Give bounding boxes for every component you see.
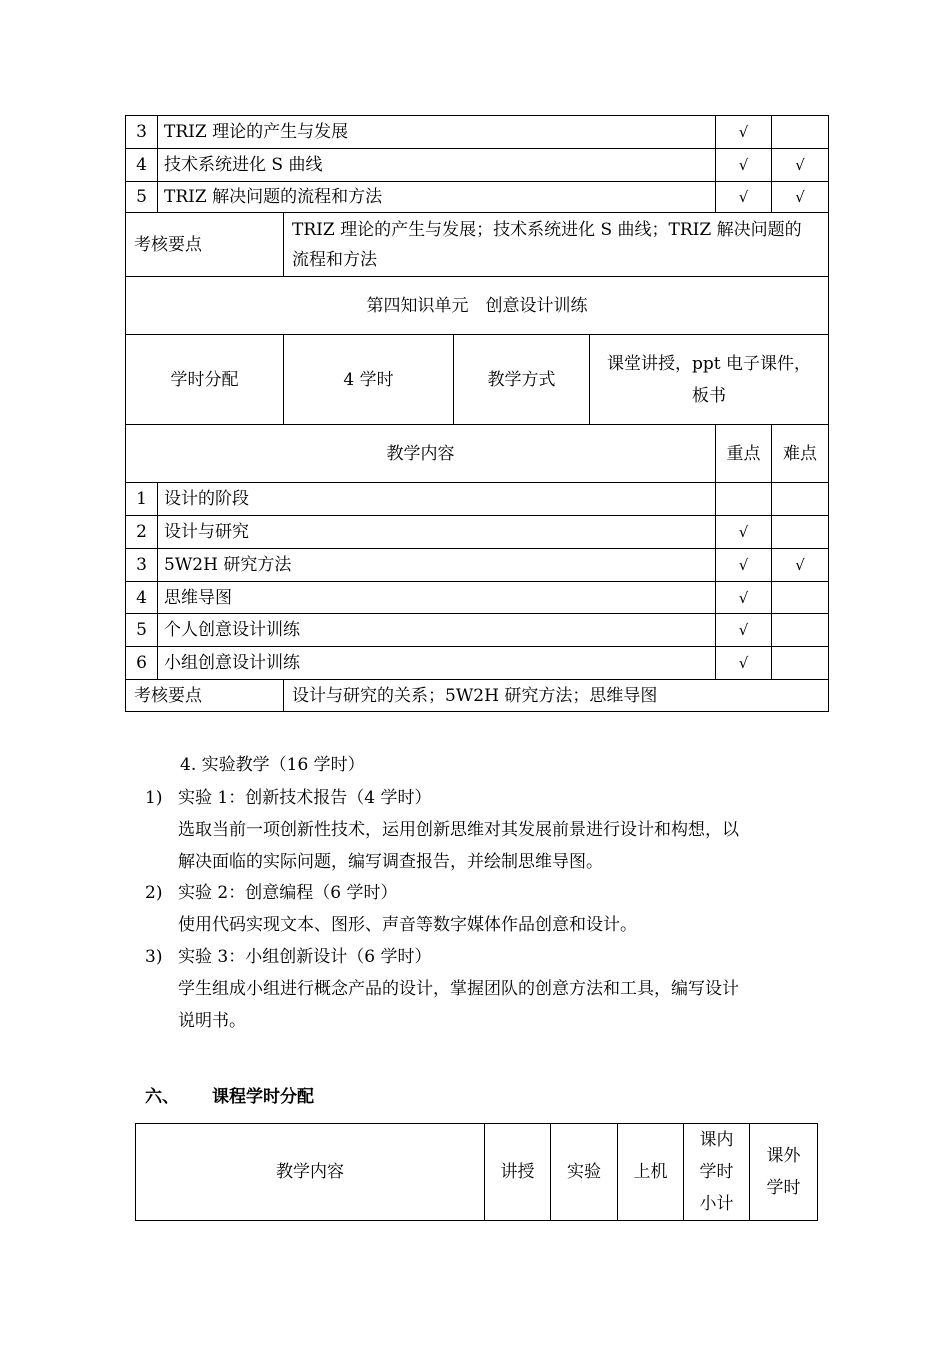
list-index: 2) [145,883,163,903]
row-content: 思维导图 [158,582,716,614]
experiment-title: 实验 1：创新技术报告（4 学时） [178,788,432,808]
hard-mark: √ [772,549,829,582]
list-index: 1) [145,788,163,808]
row-number: 4 [126,582,158,614]
table-row [126,516,829,549]
hours-label: 学时分配 [126,335,284,425]
experiment-title: 实验 2：创意编程（6 学时） [178,883,398,903]
exam-points-row [126,680,829,712]
hours-value: 4 学时 [284,335,454,425]
content-header-row [126,425,829,483]
row-content: 技术系统进化 S 曲线 [158,149,716,182]
row-number: 5 [126,614,158,647]
method-label: 教学方式 [454,335,590,425]
row-content: TRIZ 理论的产生与发展 [158,116,716,149]
experiment-desc: 说明书。 [178,1011,246,1031]
key-mark: √ [716,149,772,182]
hours-allocation-table [135,1123,818,1221]
method-value: 课堂讲授，ppt 电子课件，板书 [590,335,829,425]
key-mark: √ [716,647,772,680]
header-content: 教学内容 [136,1124,485,1221]
hard-mark [772,614,829,647]
key-mark: √ [716,516,772,549]
row-content: 5W2H 研究方法 [158,549,716,582]
row-number: 2 [126,516,158,549]
experiment-heading: 4. 实验教学（16 学时） [180,755,365,775]
header-lecture: 讲授 [485,1124,551,1221]
key-mark: √ [716,116,772,149]
section-number: 六、 [145,1087,179,1107]
experiment-desc: 使用代码实现文本、图形、声音等数字媒体作品创意和设计。 [178,915,637,935]
key-mark: √ [716,549,772,582]
row-content: 设计与研究 [158,516,716,549]
exam-points-text: TRIZ 理论的产生与发展；技术系统进化 S 曲线；TRIZ 解决问题的流程和方法 [284,213,829,277]
row-content: 小组创意设计训练 [158,647,716,680]
key-mark: √ [716,614,772,647]
row-content: 个人创意设计训练 [158,614,716,647]
row-number: 1 [126,483,158,516]
header-in-class-subtotal: 课内学时小计 [684,1124,750,1221]
experiment-desc: 解决面临的实际问题，编写调查报告，并绘制思维导图。 [178,852,603,872]
table-row [126,483,829,516]
key-mark [716,483,772,516]
table-row [126,614,829,647]
unit-title: 第四知识单元 创意设计训练 [126,277,829,335]
table-row [126,182,829,213]
hard-mark: √ [772,149,829,182]
table-header-row [136,1124,818,1221]
exam-points-label: 考核要点 [126,213,284,277]
table-row [126,647,829,680]
key-mark: √ [716,182,772,213]
row-number: 3 [126,116,158,149]
row-number: 4 [126,149,158,182]
row-number: 6 [126,647,158,680]
table-row [126,549,829,582]
hard-mark [772,647,829,680]
row-content: TRIZ 解决问题的流程和方法 [158,182,716,213]
key-header: 重点 [716,425,772,483]
section-title: 课程学时分配 [212,1087,314,1107]
hard-mark [772,516,829,549]
experiment-title: 实验 3：小组创新设计（6 学时） [178,947,432,967]
hard-mark [772,483,829,516]
exam-points-row [126,213,829,277]
header-out-class-hours: 课外学时 [750,1124,818,1221]
hard-header: 难点 [772,425,829,483]
table-row [126,149,829,182]
key-mark: √ [716,582,772,614]
hard-mark [772,116,829,149]
hard-mark [772,582,829,614]
table-row [126,116,829,149]
table-row [126,582,829,614]
knowledge-unit-table [125,115,829,712]
exam-points-label: 考核要点 [126,680,284,712]
header-experiment: 实验 [551,1124,618,1221]
unit-title-row [126,277,829,335]
exam-points-text: 设计与研究的关系；5W2H 研究方法；思维导图 [284,680,829,712]
hard-mark: √ [772,182,829,213]
content-header: 教学内容 [126,425,716,483]
header-computer: 上机 [618,1124,684,1221]
row-content: 设计的阶段 [158,483,716,516]
experiment-desc: 学生组成小组进行概念产品的设计，掌握团队的创意方法和工具，编写设计 [178,979,739,999]
experiment-desc: 选取当前一项创新性技术，运用创新思维对其发展前景进行设计和构想，以 [178,820,739,840]
row-number: 5 [126,182,158,213]
list-index: 3) [145,947,163,967]
hours-row [126,335,829,425]
row-number: 3 [126,549,158,582]
